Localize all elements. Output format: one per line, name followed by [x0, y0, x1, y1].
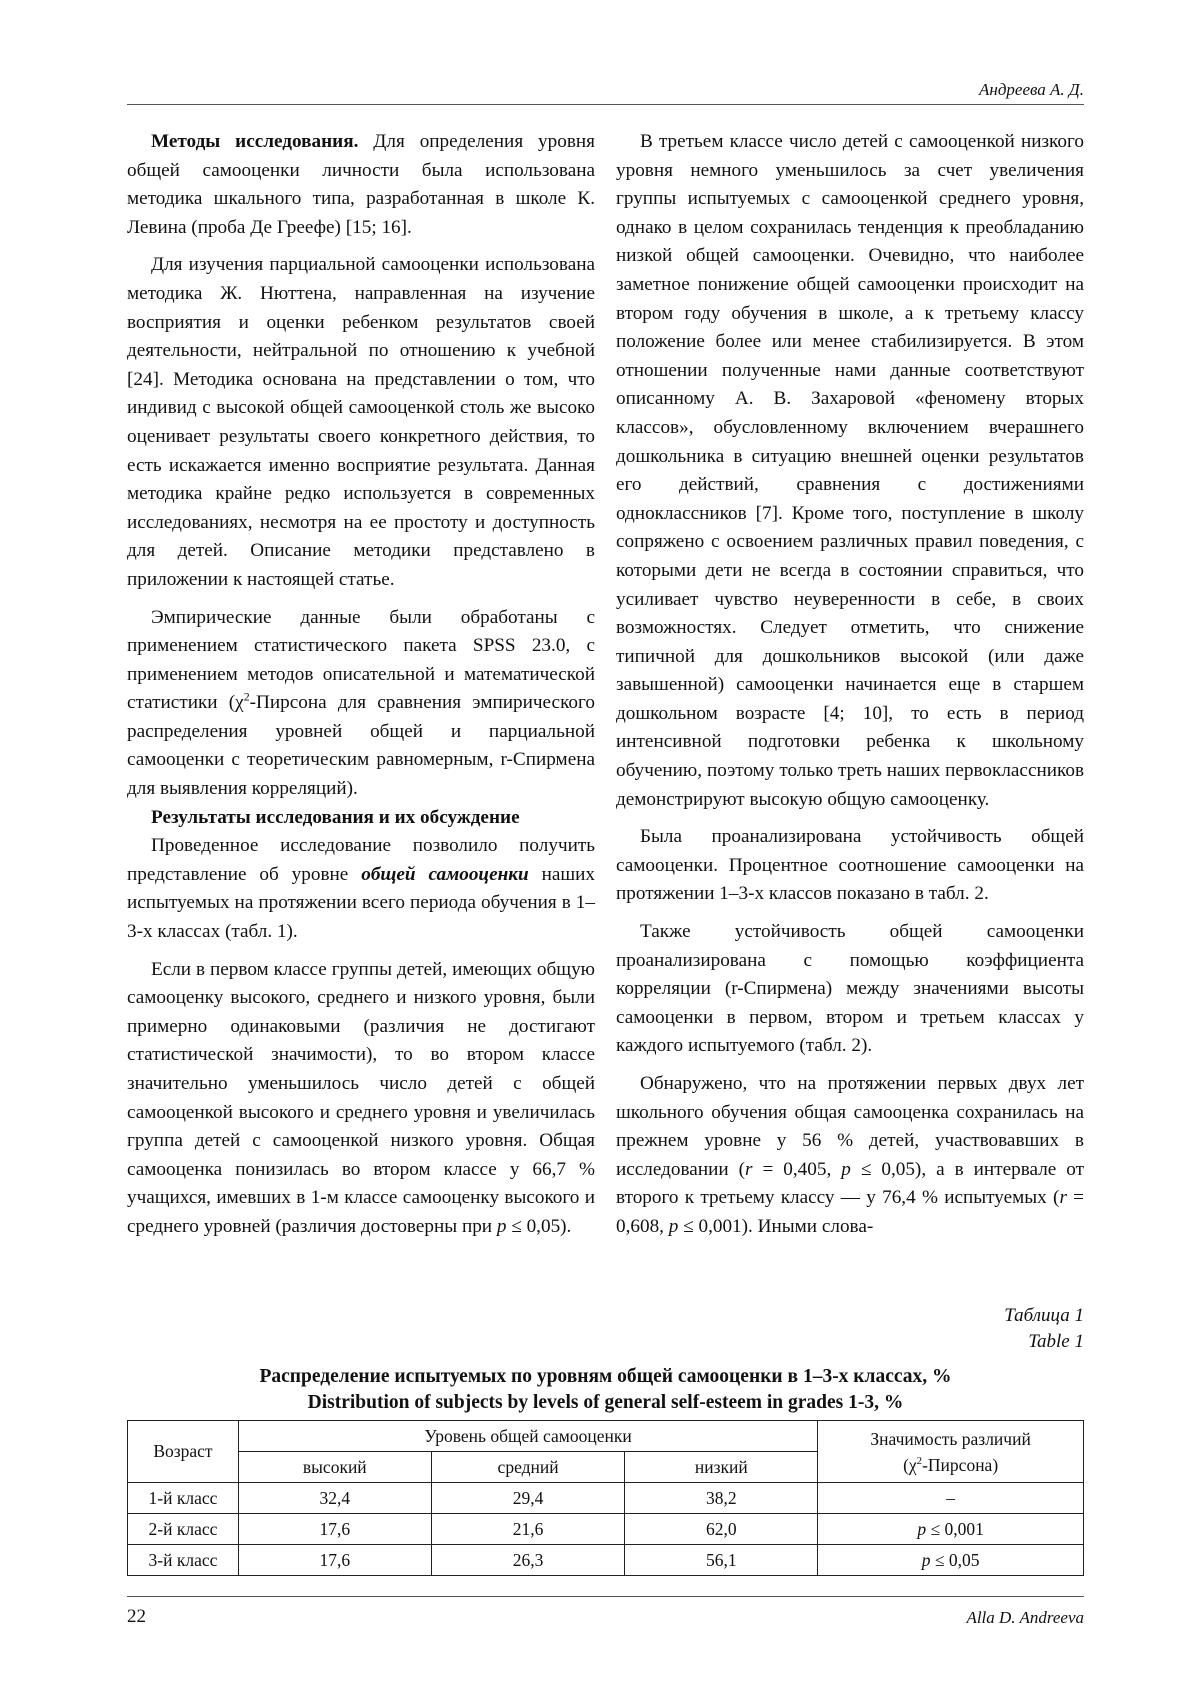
stability-paragraph: Была проанализирована устойчивость общей самооценки. Процентное соотношение самооценки на протяжении 1–3-х классов показано в табл. 2.	[616, 826, 1084, 905]
results-text-a: Проведенное исследование позволило получить представление об уровне	[127, 835, 595, 885]
correlation-paragraph: Также устойчивость общей самооценки проанализирована с помощью коэффициента корреляции (r-Спирмена) между значениями высоты самооценки в первом, втором и третьем классах у каждого испытуемого (табл. 2).	[616, 921, 1084, 1057]
methods-lead: Методы исследования.	[151, 131, 359, 152]
findings-paragraph	[616, 1070, 1084, 1242]
cell-age: 1-й класс	[128, 1483, 239, 1514]
sig-close: -Пирсона)	[922, 1454, 999, 1475]
header-level-group: Уровень общей самооценки	[238, 1421, 817, 1452]
header-significance	[818, 1421, 1084, 1483]
nuttin-paragraph: Для изучения парциальной самооценки использована методика Ж. Нюттена, направленная на изучение восприятия и оценки ребенком результатов своей деятельности, нейтральной по отношению к учебной [24]. Методика основана на представлении о том, что индивид с высокой общей самооценкой столь же высоко оценивает результаты своего конкретного действия, то есть искажается именно восприятие результата. Данная методика крайне редко используется в современных исследованиях, несмотря на ее простоту и доступность для детей. Описание методики представлено в приложении к настоящей статье.	[127, 254, 595, 590]
table-row	[128, 1545, 1084, 1576]
cell-high: 17,6	[238, 1545, 431, 1576]
right-column	[616, 128, 1084, 1251]
p-symbol: p	[841, 1158, 851, 1180]
methods-paragraph	[127, 128, 595, 242]
first-grade-text-b: ≤ 0,05).	[506, 1215, 572, 1237]
sig-value: ≤ 0,05	[930, 1549, 980, 1570]
r-symbol: r	[1059, 1187, 1067, 1209]
running-head: Андреева А. Д.	[979, 80, 1084, 99]
findings-text-b: = 0,405,	[752, 1158, 842, 1180]
methods-text: Для определения уровня общей самооценки личности была использована методика шкального типа, разработанная в школе К. Левина (проба Де Греефе) [15; 16].	[127, 131, 595, 238]
stats-paragraph	[127, 604, 595, 804]
cell-low: 62,0	[625, 1514, 818, 1545]
results-text-b: наших испытуемых на протяжении всего периода обучения в 1–3-х классах (табл. 1).	[127, 863, 595, 943]
cell-high: 17,6	[238, 1514, 431, 1545]
footer-author: Alla D. Andreeva	[966, 1608, 1084, 1627]
left-column	[127, 128, 595, 1251]
header-significance-b	[818, 1452, 1083, 1478]
stats-text-a: Эмпирические данные были обработаны с применением статистического пакета SPSS 23.0, с применением методов описательной и математической статистики (χ	[127, 606, 595, 714]
findings-text-e: ≤ 0,001). Иными слова-	[678, 1215, 874, 1237]
findings-text-c: ≤ 0,05), а в интервале от второго к третьему классу — у 76,4 % испытуемых (	[616, 1158, 1084, 1209]
header-significance-a: Значимость различий	[870, 1428, 1031, 1449]
cell-age: 3-й класс	[128, 1545, 239, 1576]
cell-significance	[818, 1545, 1084, 1576]
findings-text-d: = 0,608,	[616, 1187, 1084, 1237]
cell-high: 32,4	[238, 1483, 431, 1514]
header-low: низкий	[625, 1452, 818, 1483]
table-title	[127, 1364, 1084, 1416]
self-esteem-table	[127, 1420, 1084, 1576]
header-rule	[127, 104, 1084, 105]
p-symbol: p	[917, 1518, 927, 1539]
sig-sup: 2	[916, 1454, 923, 1467]
cell-significance	[818, 1483, 1084, 1514]
r-symbol: r	[745, 1158, 753, 1180]
cell-mid: 26,3	[431, 1545, 625, 1576]
cell-low: 38,2	[625, 1483, 818, 1514]
first-grade-paragraph	[127, 956, 595, 1242]
page-number: 22	[127, 1606, 146, 1627]
cell-mid: 29,4	[431, 1483, 625, 1514]
sig-value: –	[946, 1487, 955, 1508]
p-symbol: p	[921, 1549, 931, 1570]
table-label-ru: Таблица 1	[1004, 1305, 1084, 1326]
results-heading: Результаты исследования и их обсуждение	[151, 806, 520, 828]
table-title-en: Distribution of subjects by levels of general self-esteem in grades 1-3, %	[307, 1392, 904, 1413]
header-age: Возраст	[128, 1421, 239, 1483]
sig-open: (χ	[903, 1454, 917, 1475]
first-grade-text-a: Если в первом классе группы детей, имеющих общую самооценку высокого, среднего и низкого уровня, были примерно одинаковыми (различия не достигают статистической значимости), то во втором классе значительно уменьшилось число детей с общей самооценкой высокого и среднего уровня и увеличилась группа детей с самооценкой низкого уровня. Общая самооценка понизилась во втором классе у 66,7 % учащихся, имевших в 1-м классе самооценку высокого и среднего уровней (различия достоверны при	[127, 958, 595, 1237]
stats-text-b: -Пирсона для сравнения эмпирического распределения уровней общей и парциальной самооценки с теоретическим равномерным, r-Спирмена для выявления корреляций).	[127, 692, 595, 800]
third-grade-paragraph: В третьем классе число детей с самооценкой низкого уровня немного уменьшилось за счет увеличения группы испытуемых с самооценкой среднего уровня, однако в целом сохранилась тенденция к преобладанию низкой общей самооценки. Очевидно, что наиболее заметное понижение общей самооценки происходит на втором году обучения в школе, а к третьему классу положение более или менее стабилизируется. В этом отношении полученные нами данные соответствуют описанному А. В. Захаровой «феномену вторых классов», обусловленному включением вчерашнего дошкольника в ситуацию внешней оценки результатов его действий, сравнения с достижениями одноклассников [7]. Кроме того, поступление в школу сопряжено с освоением различных правил поведения, с которыми дети не всегда в состоянии справиться, что усиливает чувство неуверенности в себе, в своих возможностях. Следует отметить, что снижение типичной для дошкольников высокой (или даже завышенной) самооценки начинается еще в старшем дошкольном возрасте [4; 10], то есть в период интенсивной подготовки ребенка к школьному обучению, поэтому только треть наших первоклассников демонстрируют высокую общую самооценку.	[616, 131, 1084, 810]
header-mid: средний	[431, 1452, 625, 1483]
cell-significance	[818, 1514, 1084, 1545]
results-paragraph	[127, 832, 595, 946]
table-title-ru: Распределение испытуемых по уровням общей самооценки в 1–3-х классах, %	[259, 1366, 952, 1387]
table-label	[827, 1303, 1084, 1355]
p-symbol: p	[496, 1215, 507, 1237]
sig-value: ≤ 0,001	[926, 1518, 984, 1539]
p-symbol: p	[668, 1215, 679, 1237]
table-header-row	[128, 1421, 1084, 1452]
chi-square-sup: 2	[243, 689, 250, 704]
footer-rule	[127, 1596, 1084, 1597]
cell-age: 2-й класс	[128, 1514, 239, 1545]
cell-mid: 21,6	[431, 1514, 625, 1545]
table-row	[128, 1514, 1084, 1545]
cell-low: 56,1	[625, 1545, 818, 1576]
table-label-en: Table 1	[1028, 1331, 1084, 1352]
findings-text-a: Обнаружено, что на протяжении первых двух лет школьного обучения общая самооценка сохранилась на прежнем уровне у 56 % детей, участвовавших в исследовании (	[616, 1073, 1084, 1180]
table-row	[128, 1483, 1084, 1514]
results-emphasis: общей самооценки	[361, 863, 529, 885]
header-high: высокий	[238, 1452, 431, 1483]
